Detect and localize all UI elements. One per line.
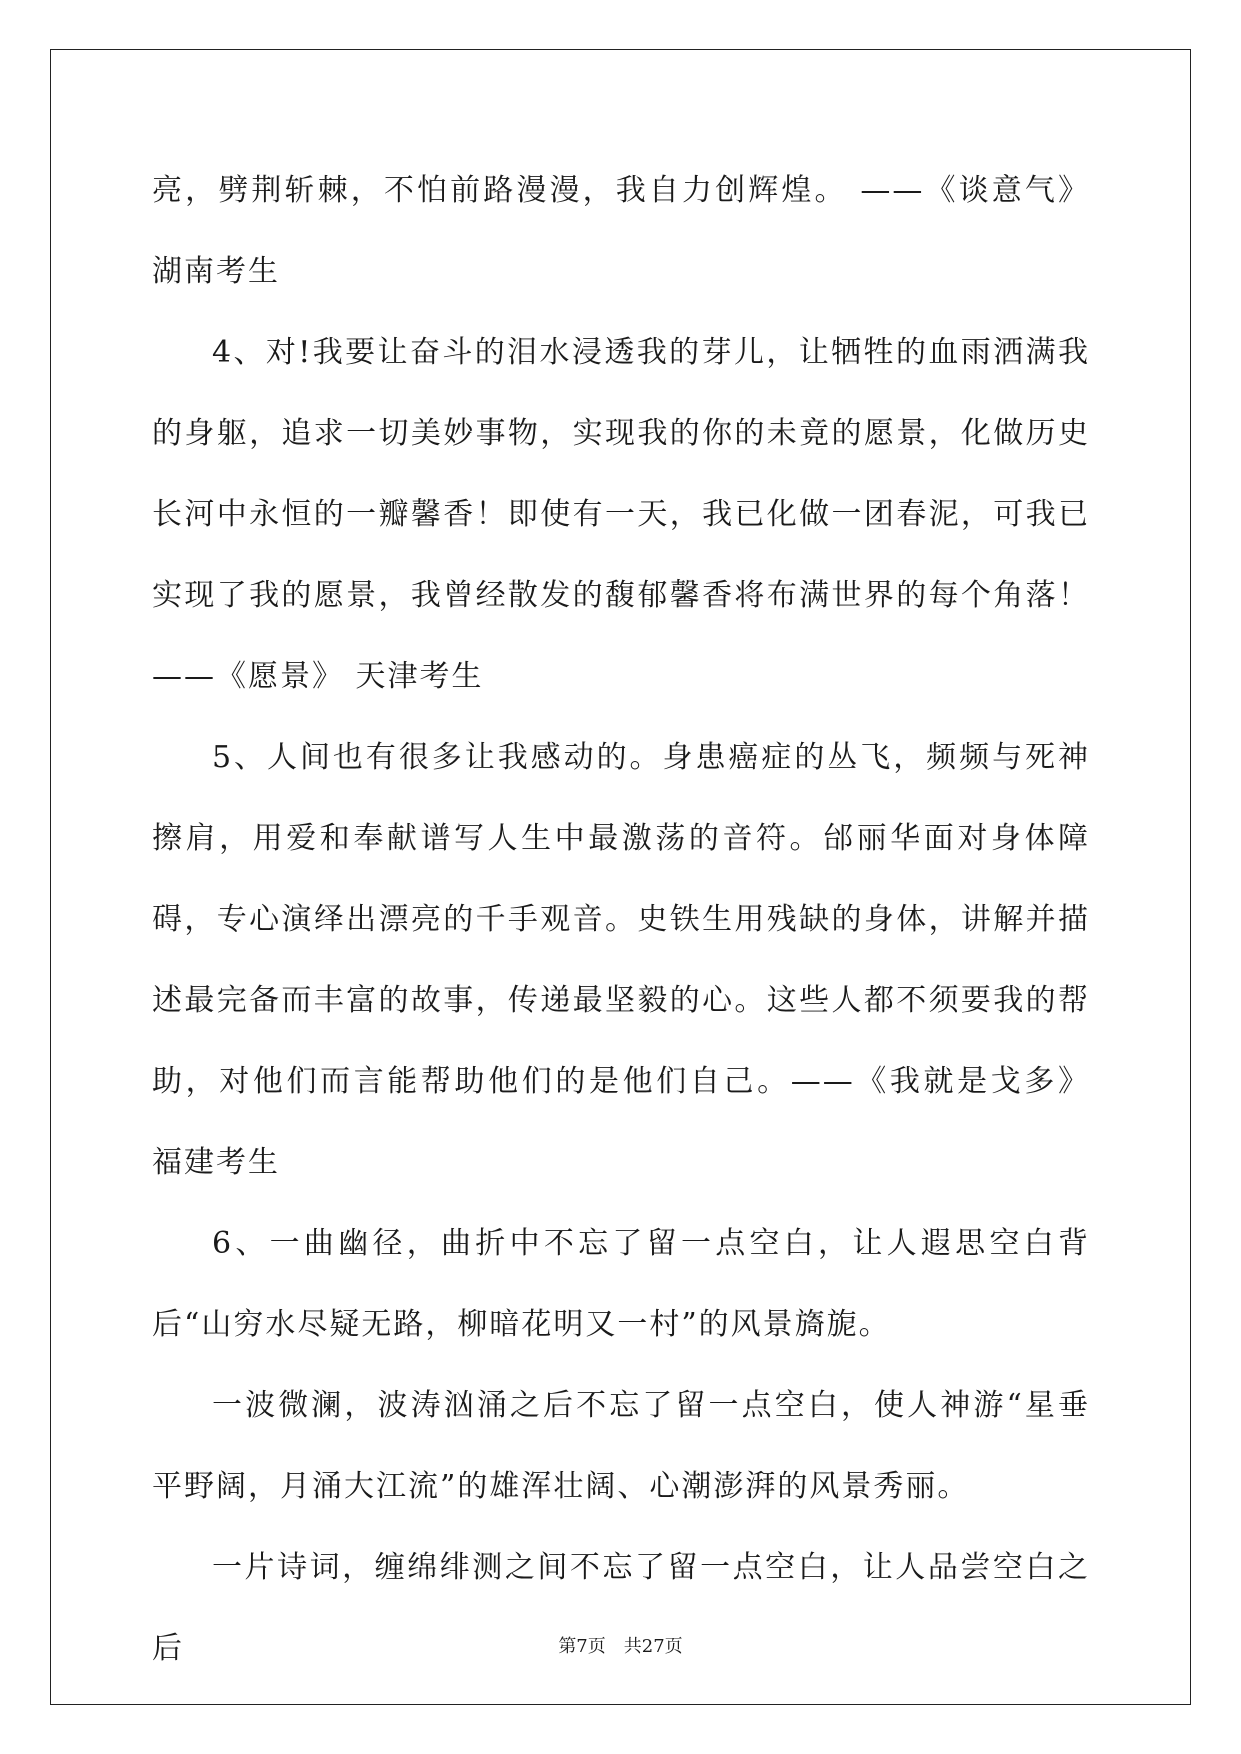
document-body	[152, 150, 1090, 1689]
paragraph-2: 4、对!我要让奋斗的泪水浸透我的芽儿，让牺牲的血雨洒满我的身躯，追求一切美妙事物，实现我的你的未竟的愿景，化做历史长河中永恒的一瓣馨香！即使有一天，我已化做一团春泥，可我已实现了我的愿景，我曾经散发的馥郁馨香将布满世界的每个角落！——《愿景》 天津考生	[152, 335, 1090, 694]
paragraph-1: 亮，劈荆斩棘，不怕前路漫漫，我自力创辉煌。 ——《谈意气》 湖南考生	[152, 173, 1090, 289]
paragraph-4: 6、一曲幽径，曲折中不忘了留一点空白，让人遐思空白背后“山穷水尽疑无路，柳暗花明又一村”的风景旖旎。	[152, 1226, 1090, 1342]
page-number: 第7页 共27页	[558, 1636, 683, 1657]
paragraph-6: 一片诗词，缠绵绯测之间不忘了留一点空白，让人品尝空白之后	[152, 1550, 1090, 1666]
paragraph-3: 5、人间也有很多让我感动的。身患癌症的丛飞，频频与死神擦肩，用爱和奉献谱写人生中最激荡的音符。邰丽华面对身体障碍，专心演绎出漂亮的千手观音。史铁生用残缺的身体，讲解并描述最完备而丰富的故事，传递最坚毅的心。这些人都不须要我的帮助，对他们而言能帮助他们的是他们自己。——《我就是戈多》 福建考生	[152, 740, 1090, 1180]
paragraph-5: 一波微澜，波涛汹涌之后不忘了留一点空白，使人神游“星垂平野阔，月涌大江流”的雄浑壮阔、心潮澎湃的风景秀丽。	[152, 1388, 1090, 1504]
